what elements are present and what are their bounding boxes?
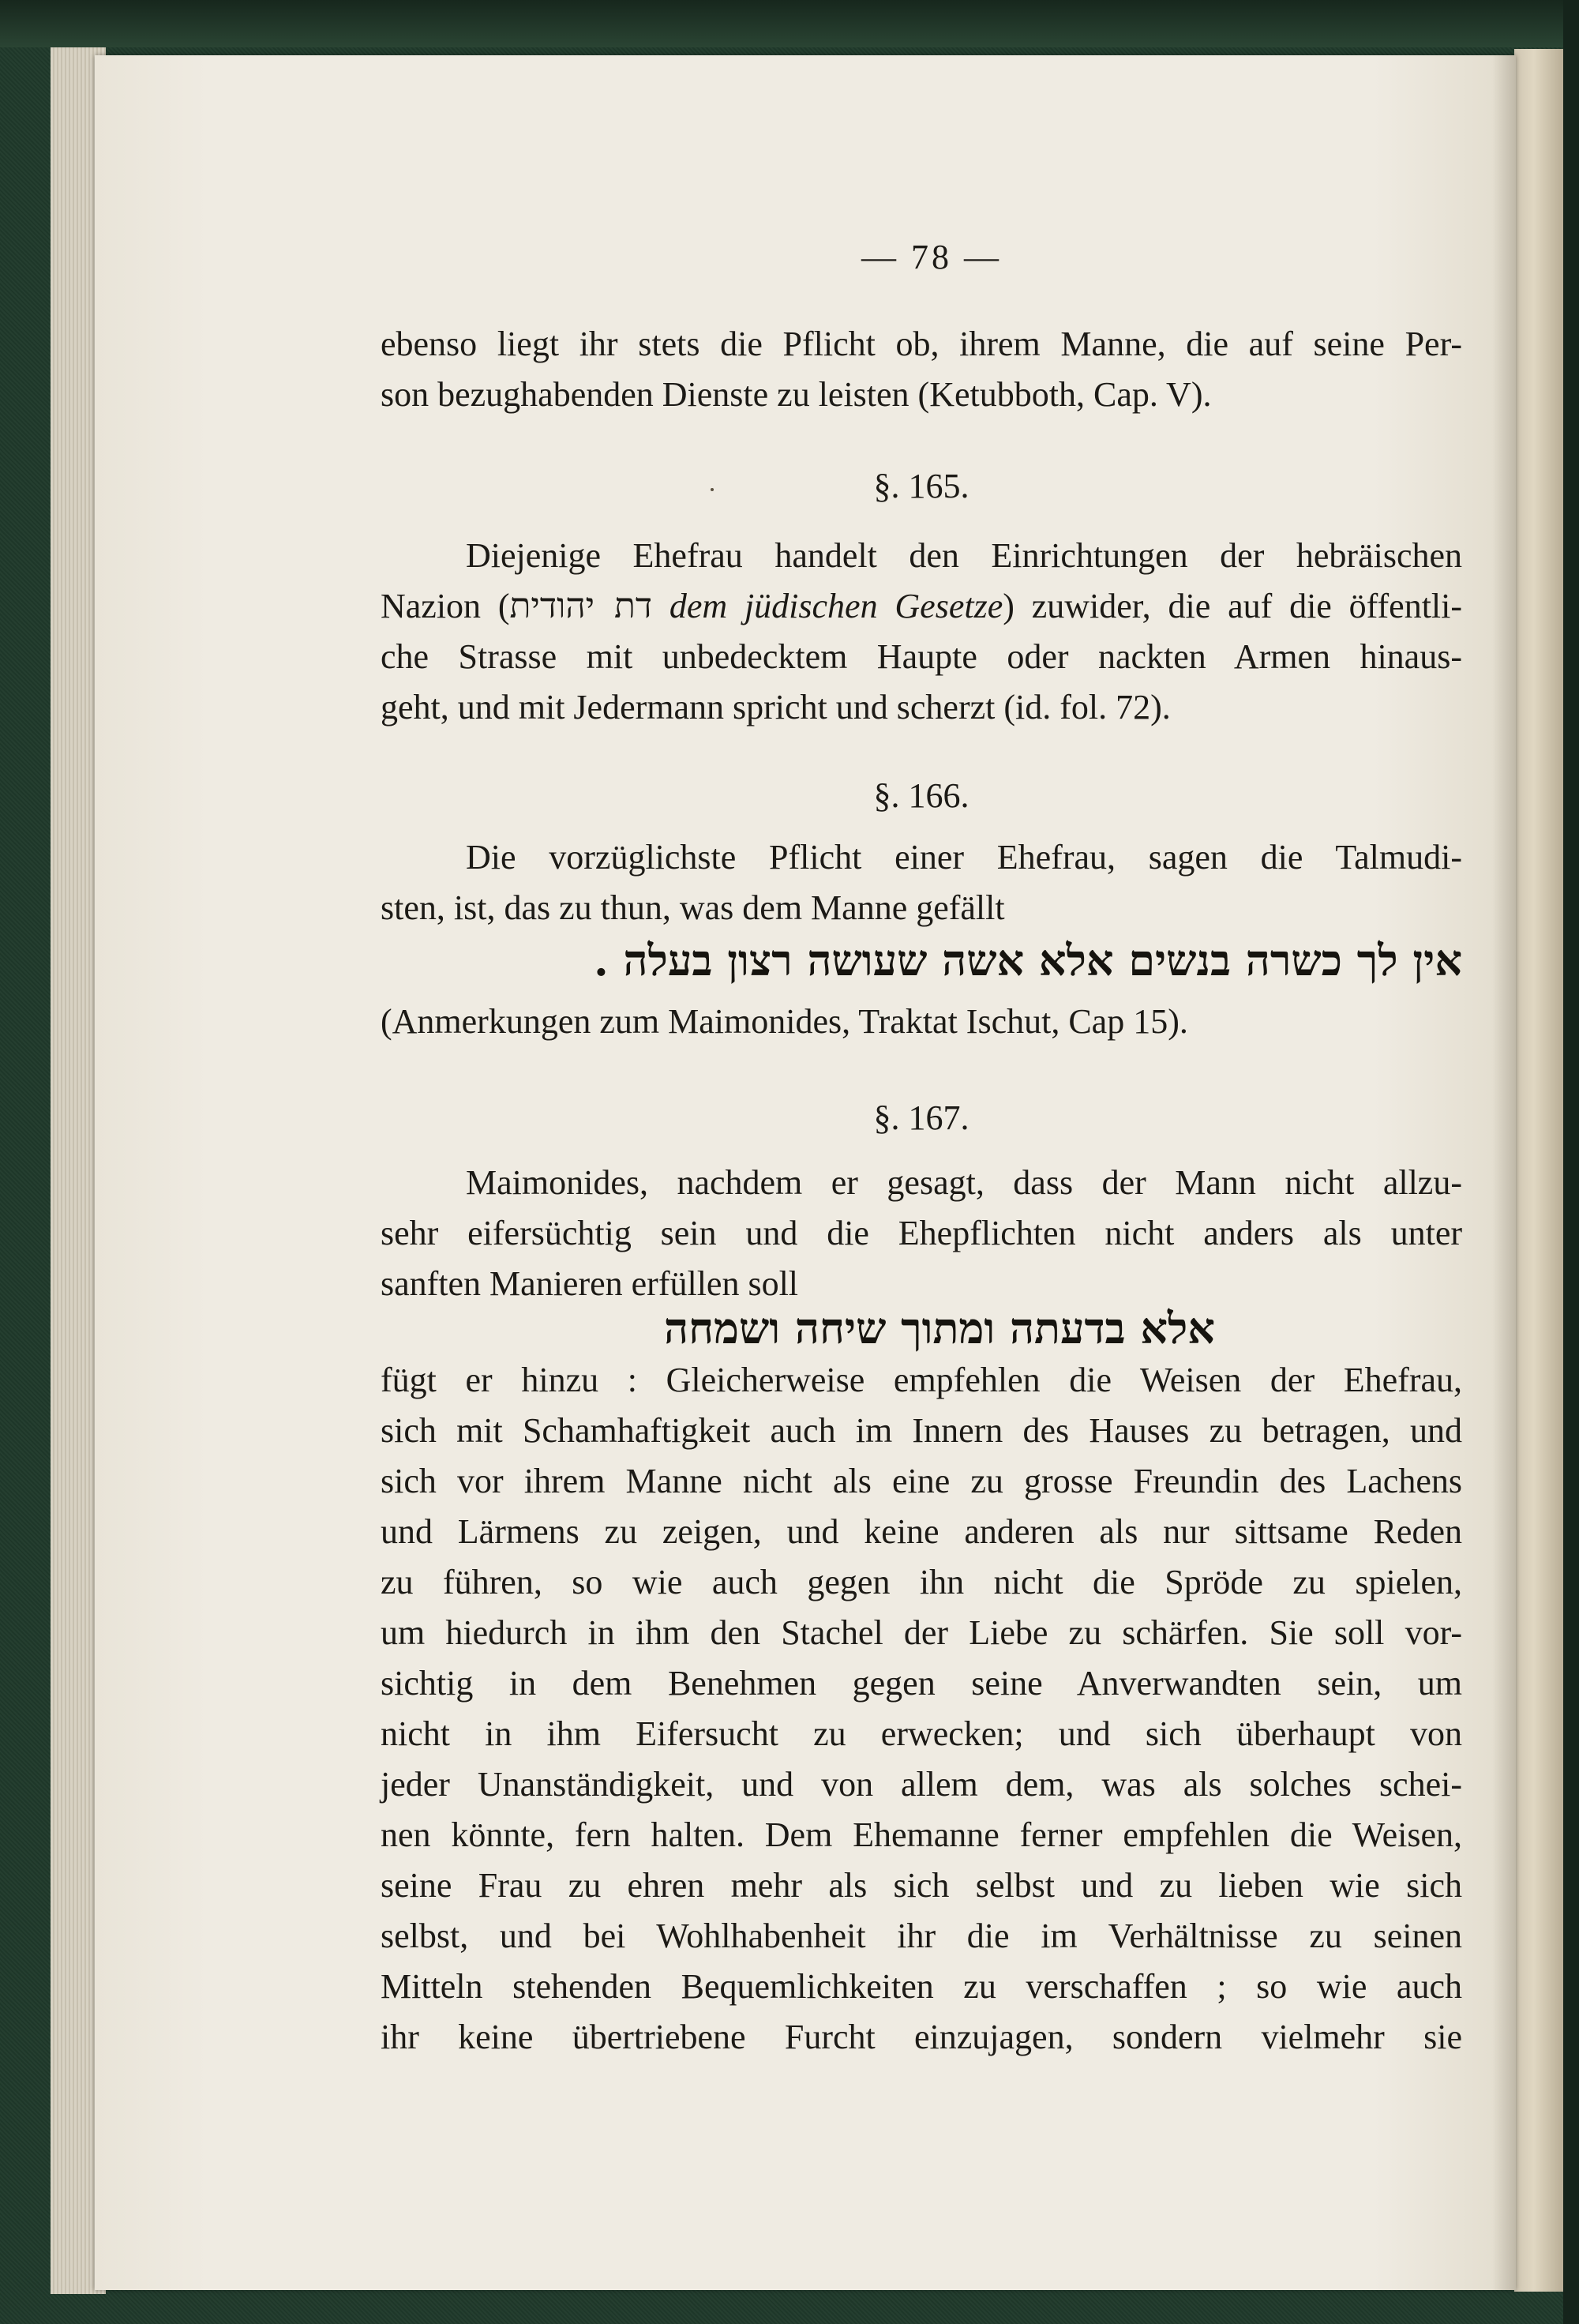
text-line: son bezughabenden Dienste zu leisten (Ketubboth, Cap. V). xyxy=(381,375,1212,414)
text-line: fügt er hinzu : Gleicherweise empfehlen die Weisen der Ehefrau, xyxy=(381,1361,1462,1399)
text-line-with-hebrew xyxy=(381,586,1462,626)
text-line: sich vor ihrem Manne nicht als eine zu grosse Freundin des Lachens xyxy=(381,1462,1462,1500)
text-line: um hiedurch in ihm den Stachel der Liebe zu schärfen. Sie soll vor- xyxy=(381,1613,1462,1652)
text-line: sanften Manieren erfüllen soll xyxy=(381,1264,799,1303)
page-block-right-edge xyxy=(1514,49,1563,2292)
cover-top-edge xyxy=(0,0,1579,47)
italic-gloss: dem jüdischen Gesetze xyxy=(652,587,1003,625)
text-line: Mitteln stehenden Bequemlichkeiten zu verschaffen ; so wie auch xyxy=(381,1967,1462,2006)
text-line: Maimonides, nachdem er gesagt, dass der Mann nicht allzu- xyxy=(466,1163,1462,1202)
text-line: sichtig in dem Benehmen gegen seine Anverwandten sein, um xyxy=(381,1664,1462,1703)
text-line: geht, und mit Jedermann spricht und scherzt (id. fol. 72). xyxy=(381,688,1171,726)
text-line: sten, ist, das zu thun, was dem Manne gefällt xyxy=(381,888,1005,927)
text-line: nicht in ihm Eifersucht zu erwecken; und sich überhaupt von xyxy=(381,1714,1462,1753)
text-line: selbst, und bei Wohlhabenheit ihr die im Verhältnisse zu seinen xyxy=(381,1917,1462,1955)
page-gutter-shadow xyxy=(1492,55,1516,2290)
text-fragment: Nazion ( xyxy=(381,587,510,625)
section-heading-165: §. 165. xyxy=(873,467,970,505)
text-line: Die vorzüglichste Pflicht einer Ehefrau, sagen die Talmudi- xyxy=(466,838,1462,877)
text-line: (Anmerkungen zum Maimonides, Traktat Ischut, Cap 15). xyxy=(381,1002,1188,1041)
hebrew-quotation: אלא בדעתה ומתוך שיחה ושמחה xyxy=(664,1303,1215,1353)
text-line: sehr eifersüchtig sein und die Ehepflichten nicht anders als unter xyxy=(381,1214,1462,1252)
text-line: ebenso liegt ihr stets die Pflicht ob, ihrem Manne, die auf seine Per- xyxy=(381,325,1462,363)
text-line: ihr keine übertriebene Furcht einzujagen, sondern vielmehr sie xyxy=(381,2018,1462,2056)
hebrew-inline-term: דת יהודית xyxy=(509,586,652,626)
text-line: jeder Unanständigkeit, und von allem dem, was als solches schei- xyxy=(381,1765,1462,1804)
text-line: nen könnte, fern halten. Dem Ehemanne ferner empfehlen die Weisen, xyxy=(381,1815,1462,1854)
text-line: sich mit Schamhaftigkeit auch im Innern des Hauses zu betragen, und xyxy=(381,1411,1462,1450)
text-fragment: ) zuwider, die auf die öffentli- xyxy=(1003,587,1463,625)
section-heading-166: §. 166. xyxy=(873,776,970,815)
page-number: — 78 — xyxy=(861,238,1002,276)
text-line: Diejenige Ehefrau handelt den Einrichtungen der hebräischen xyxy=(466,536,1462,575)
text-line: che Strasse mit unbedecktem Haupte oder nackten Armen hinaus- xyxy=(381,637,1462,676)
text-line: und Lärmens zu zeigen, und keine anderen als nur sittsame Reden xyxy=(381,1512,1462,1551)
hebrew-quotation: אין לך כשרה בנשים אלא אשה שעושה רצון בעלה . xyxy=(593,935,1462,986)
text-line: seine Frau zu ehren mehr als sich selbst und zu lieben wie sich xyxy=(381,1866,1462,1905)
section-heading-167: §. 167. xyxy=(873,1098,970,1137)
cover-right-edge xyxy=(1563,0,1579,2324)
text-line: zu führen, so wie auch gegen ihn nicht die Spröde zu spielen, xyxy=(381,1563,1462,1601)
